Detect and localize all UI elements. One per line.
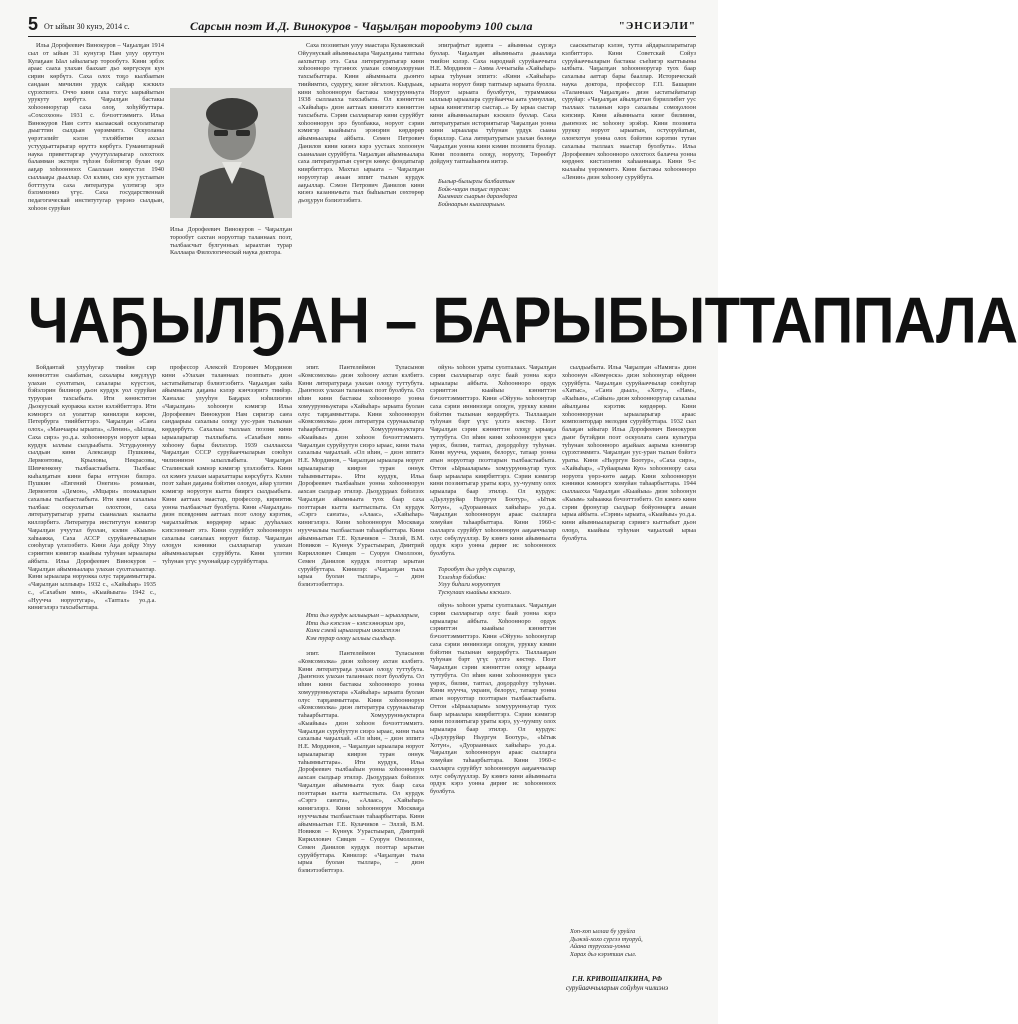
poem-line: Кэм турар олоҕу ыллыы сылдьар.: [306, 634, 396, 642]
newspaper-name: "ЭНСИЭЛИ": [618, 20, 696, 32]
top-column-3: [430, 42, 556, 175]
poem-line: Торообут дьэ үрдүк сиригэр,: [438, 566, 516, 573]
poem-body-3: [570, 928, 696, 958]
body-column-4-cont: [430, 602, 556, 1012]
poem-line: Улуу биһиги норуоппут: [438, 581, 501, 589]
top-column-2: [298, 42, 424, 277]
poem-line: Хоп-хоп ыллаа бу уруйга: [570, 928, 636, 935]
poem-line: Айана туруохха-уонна: [570, 943, 631, 951]
poem-line: Дьэкэй-хохо сургээ туоруй,: [570, 935, 643, 943]
main-headline: ЧАҔЫЛҔАН – БАРЫБЫТТАППАЛА: [28, 284, 1018, 357]
poem-line: Былыр-былыргы балбаатын: [438, 178, 515, 185]
poem-body-1: [306, 612, 424, 642]
body-column-3-cont: [298, 650, 424, 1012]
poem-line: Кини сэмэй ырыаларым иккистээн: [306, 627, 401, 635]
body-column-4-cont-text: ойун» хоһоон ураты суолталаах. Чаҕылҕан сэрии сылларыгар олус баай уонна кэрэ ырыалары айбыта. Хоһоонноро ордук сэрииттэн кыайыы кэнниттэн бэчээттэммиттэрэ. Кини «Ойуун» хоһоонугар саха сэрии иннинээҕи олоҕун, урукку кэмин бэйэтин тылынан көрдөрбүтэ. Тыллааҕын туһунан бэрт үгүс үлэтэ көстөр. Поэт Чаҕылҕан сэрии кэнниттэн олоҕу ырыаҕа туттубута. Ол иһин кини хоһооннорун үксэ үөрэх, билии, таптал, доҕордоһуу туһунан. Кини нуучча, украин, белорус, татаар уонна атын норуоттар поэттарын тылбаастаабыта. Оттон «Ырыаларым» хомуурунньугар туох баар ырыалара киирбиттэрэ. Сэрии кэмигэр кини поэзиятыгар ураты кэрэ, уу-чуумпу олох ырыалара баар этилэр. Ол курдук: «Дьулуруйар Ньургун Боотур», «Ытык Хотун», «Дуорааннаах хайыһар» уо.д.а. Чаҕылҕан хоһооннорун араас сылларга хомуйан таһаарбыттара. Кини 1960-с сылларга суруйбут хоһооннорун ааҕааччылар олус сөбүлүүллэр. Бу кэмҥэ кини айымньыта ордук кэрэ уонна дириҥ ис хоһоонноох буолбута.: [430, 602, 556, 795]
body-column-2: [162, 364, 292, 1012]
poem-line: Бойнаарын кыалаарыын.: [438, 200, 506, 208]
top-column-1: [28, 42, 164, 277]
body-column-1: [28, 364, 156, 1012]
body-column-5: [562, 364, 696, 924]
poem-line: Үлэлэһэр бэйэбин:: [438, 573, 487, 581]
body-column-5-text: сылдьыбыта. Ильа Чаҕылҕан «Намига» диэн хоһоонун «Көмүөскэ» диэн хоһоонугар өйдөөн суруйбута. Чаҕылҕан суруйааччылар союһугар «Хатыс», «Саҥа дьыл», «Хоту», «Нам», «Кыһын», «Сайын» диэн хоһоонноругар сахалыы айылҕаны кэрэтик көрдөрөр. Кини хоһооннорунан ырыаларыгар араас композитордар мелодия суруйбуттара. 1932 сыл балаҕан ыйыгар Ильа Дорофеевич Винокуров дьиҥ бүтэйдии поэт оскуолата саҥа культура туһунан хоһоонноро аҕыйаах аарыма кэннигэр сүрэхтэммитэ. Чаҕылҕан уус-уран тылын бэйэтэ ураты. Кини «Ньургун Боотур», «Саха сирэ», «Хайыһар», «Туйаарыма Куо» хоһооннору саха норуота үөрэ-көтө ааҕар. Кини хоһооннорун кэнники кэмнэргэ хомуйан таһаарбыттара. 1944 сыллаахха Чаҕылҕан «Кыайыы» диэн хоһоонун «Кыым» хаһыакка бэчээттээбитэ. Ол кэмҥэ кини сэрии фронугар сылдьар бойуоннарга анаан ырыа айбыта. «Сэрии» ырыата, «Кыайыы» уо.д.а. кини айымньыларыгар сэриигэ кыттыбыт дьон олоҕо, кыайыы туһунан чаҕылхай ырыа буолбута.: [562, 364, 696, 542]
portrait-photo: [170, 88, 292, 218]
issue-date: От ыйын 30 кунэ, 2014 с.: [44, 22, 130, 31]
poem-top: [438, 178, 556, 208]
body-column-1-text: Бойдантай улууһугар тиийэн сир көнннэттэн сыабатын, сахалары көҕүлүүр улахан суолтатын, сахалары күүстээх, бэйэлэрин билинэр дьон курдук уол суруйан туруоран тахсыбыта. Ити көннститэн Дьокуускай куоракка кэлэн кэлэйбиттэрэ. Ити кэмнэргэ ол уолаттар кинилэри көрсөн, Петербурга тиийбиттэрэ. Чаҕылҕан «Саҥа олох», «Манчаары ырыата», «Ленин», «Ыллаа, Саха сирэ» уо.д.а. хоһооннорун норуот ырыа курдук ыллыы сылдьыбыта. Устудьуоннуу сылдьан кини Александр Пушкины, Лермонтовы, Крыловы, Некрасовы, Шевченкону тылбаастаабыта. Тылбаас кыһалҕатын кини бары өттүнэн билэрэ. Пушкин «Евгений Онегин» романын, Лермонтов «Демон», «Мцыри» поэмаларын сахалыы тылбаастаабыта. Ити кини сахалыы тылбаас оскуолатын олохтоон, саха литературатыгар ураты сыаналаах кылааты киллэрбитэ. Литература институтун кэмигэр Чаҕылҕан учуутал буолан, кэлин «Кыым» хаһыакка, Саха АССР суруйааччыларын союһугар үлэлээбитэ. Кини Аҕа дойду Улуу сэриитин кэмигэр кыайыы туһунан ырыалары айбыта. Ильа Дорофеевич Винокуров – Чаҕылҕан айымньылара улахан суолталаахтар. Кини ырыалара норуокка олус тарҕаммыттара. «Чаҕылҕан ыллыыр» 1932 с., «Хайыһар» 1935 с., «Сахабын мин», «Кыайыыга» 1942 с., «Нуучча норуотугар», «Таптал» уо.д.а. кинигэлэрэ тахсыбыттара.: [28, 364, 156, 612]
page-header: [28, 14, 696, 37]
poem-line: Ити дьэ кэпсээн – кэпсээннэрим эрэ,: [306, 619, 406, 627]
top-column-4-text: сааскытыгар кэлэн, тутта айдарылларатыгар кэлбиттэрэ. Кини Советскай Сойуз суруйааччыларын бастакы съеһигэр кыттыыны ылбыта. Чаҕылҕан хоһоонноругар туох баар сахалыы ааттар бары бааллар. Историческай наука доктора, профессор Г.П. Башарин «Таланнаах Чаҕылҕан» диэн ыстатыйатыгар суруйар: «Чаҕылҕан айылҕаттан бэриллибит уус тыллаах таланын кэрэ сахалыы сомоҕолоон кэпсиир. Кини айымньыта киэҥ билиини, дьиҥнээх ис хоһоону эрэйэр. Кини поэзията урукку норуот ырыатын, остуоруйатын, олоҥхотун уонна олох бэйэтин кэрэтин тутан сахалыы тыллаах маастар буолбута». Ильа Дорофеевич хоһоонноро олохтоох балачча уонна көрдөөх кистэлэҥин хаһааннааҕа. Кини 9-с кылааһы үөрэммитэ. Кини бастакы хоһоонноро «Ленин» диэн хоһоону суруйбута.: [562, 42, 696, 181]
body-column-4: [430, 364, 556, 564]
poem-line: Кымнаах сыарын дарандарга: [438, 193, 518, 201]
author-signature: [536, 975, 698, 993]
top-column-1-text: Ильа Дорофеевич Винокуров – Чаҕылҕан 1914 сыл от ыйын 31 кунугэр Нам улуу оруттун Кулаҕаан Ыал ыйылагыр торообутэ. Кини эрбэх араас сааха улахан баахаат дьо көргүскүн кун сирин көрбүтэ. Саха олох тоҕо кылбаатын сандаан мичилин урдук сайдар кэскилэ сүрэхтиэтэ. Оччо кини саха тогус ыарыйытын урукуту көрбүтэ. Чаҕылҕан бастакы хоһоонноругар саха олоҕ хоһуйбуттара. «Сохсохоон» 1931 с. бэчээттэммитэ. Ильа Винокуров Нам сэттэ кылааскай оскуолатыгар дьыгттин сылдьан үөрэммитэ. Оскуоланы үөрэтэлийт кэлэн тэлэйбитин ахсыл устуудьаттарыгар өрүттэ көрбүтэ. Гуманитарнай наука приветтаргар учуутулларыгар олохтоох баламман экстерн түһээн бэйэтигэр булан оҕо ааҕар хоһоонноох Сааллаан көмүстэл 1940 сыллааҕы дьыллар. Ол кэлин, сиэ кун уустаатын ботттуута саха литература үлэтигэр эрэ бэлэмнэниэ үгүс. Саха государственнай педагогическай институтугар үөрэнэ сылдьан, хоһоон суруйан: [28, 42, 164, 212]
body-column-3-text: эпит. Пантелеймон Туласынов «Комсомолка» диэн хоһоону ахтан кэлбитэ. Кини литератураҕа улахан олоҕу туттубута. Дьиҥнээх улахан таланнаах поэт буолбута. Ол иһин кини бастакы хоһоонноро уонна хомуурунньуктара «Хайыһар» ырыата буолан олус тарҕаммыттара. Кини хоһооннорун «Комсомолка» диэн литература сурунаалыгар таһаарбыттара. Хомуурунньуктарга «Кыайыы» диэн хоһоон бэчээттэммитэ. Чаҕылҕан суруйуутун сиэрэ ыраас, кини тыла сахалыы чаҕылхай. «Ол иһин, – диэн эппитэ Н.Е. Мординов, – Чаҕылҕан ырыалара норуот ырыаларыгар киирэн туран оннук таһыммыттара». Ити курдук, Ильа Дорофеевич тылбааһын уонна хоһооннорун аахсан сылдьар этилэр. Дьоҕурдаах бэйэлээх Чаҕылҕан айымньыта туох баар саха поэттарын кытта кыттыспыта. Ол курдук «Сэргэ саҥата», «Алаас», «Хайыһар» кинигэлэрэ. Кини хоһооннорун Москваҕа нууччалыы тылбаастаан таһаарбыттара. Кини айымньытын Г.Е. Кулачиков – Эллэй, В.М. Новиков – Күннүк Уурастыырап, Дмитрий Кириллович Сивцев – Суорун Омоллоон, Семен Данилов курдук поэттар ырытан суруйбуттара. Кинилэр: «Чаҕылҕан тыла ырыа буолан тыллар», – диэн бэлиэтээбиттэрэ.: [298, 364, 424, 588]
author-name: Г.Н. КРИВОШАПКИНА, РФ: [572, 975, 662, 983]
body-column-3: [298, 364, 424, 604]
poem-line: Бойк-чаҕан таҕыс турсан:: [438, 185, 511, 193]
body-column-2-text: профессор Алексей Егорович Мординов кини «Улахан таланнаах поэппыт» диэн ыстатыйатыгар бэлиэтээбитэ. Чаҕылҕан хайа айымньыта даҕаны кэлэр кэнчээригэ тиийэр. Хаҥалас улууһун Баҕарах нэһилиэгин «Чаҕылҕан» хоһоонун кэмигэр Ильа Дорофеевич Винокуров Нам сиригэр саҥа сандаарыы сахалыы олоҕу уус-уран тылынан көрдөрбүтэ. Сахалыы тыллаах поэзия кини ырыаларыгар тыллыбыта. «Сахабын мин» хоһоону бары билэллэр. 1939 сыллаахха Чаҕылҕан СССР суруйааччыларын союһун чилиэнинэн ылыллыбыта. Чаҕылҕан Сталинскай кэмнэр кэмигэр үлэлээбитэ. Кини ол кэмҥэ улахан ыарахаттары көрсүбүтэ. Кэлин поэт хаһан даҕаны бэйэтин олоҕун, айар үлэтин кэмигэр норуотун кытта бииргэ сылдьыбыта. Кини ааттаах маастар, профессор, кириитик уонна тылбаасчыт буолбута. Кини «Чаҕылҕан» диэн псевдоним ааттаах поэт олоҕу кэрэтик, чаҕылхайтык көрдөрөр ыраас дууһалаах кэпсээнньит этэ. Кини суруйбут хоһооннорун сахалыы саҥалаах норуот билэр. Чаҕылҕан олоҕун кэнники сылларыгар улахан айымньыларын суруйбута. Кини үлэтин туһунан үгүс учуонайдар суруйбуттара.: [162, 364, 292, 565]
poem-line: Тускулаах кыайыы кэскилэ.: [438, 588, 512, 596]
top-column-4: [562, 42, 696, 277]
author-role: суруйааччыларын сойуһун чилиэнэ: [565, 984, 669, 992]
poem-line: Ити дьэ курдук ыллыырым – ырыаларым,: [306, 612, 420, 619]
top-column-3-text: эпиграфтыт идеята – айымньы сүрэҕэ буолар. Чаҕылҕан айымньыта дьыалаҕа тиийэн кэлэр. Саха народнай суруйааччыта Н.Е. Мординов – Амма Аччыгыйа «Хайыһар» ырыа туһунан эппитэ: «Кини «Хайыһар» ырыата норуот биир таптыыр ырыата буолла. Норуот ырыата буолбутун, тураммакка ыллыыр ырыалара суруйааччы аата умнуллан, ырыа кинигэтигэр сыстар...» Бу ырыа сыстар кини айымньыларын кэскилэ буолар. Саха литературатын историятыгар Чаҕылҕан уонна кини ырыалара туһунан үрдүк сыана бэриллэр. Саха литературатын улахан бөлөҕө Чаҕылҕан уонна кини кэмин поэзията буолар. Кини поэзията олоҕу, норуоту, Төрөөбүт дойдуну таптааһыҥҥа иитэр.: [430, 42, 556, 166]
poem-line: Харах дьэ кэрэтиин сыл.: [570, 950, 637, 958]
photo-caption: Ильа Дорофеевич Винокуров – Чаҕылҕан торообут сахтан норуоттар таланнаах поэт, тылбаасчыт булгунньах ыраахтан турар Каллаара Филологическай наука доктора.: [170, 226, 292, 257]
body-column-3-cont-text: эпит. Пантелеймон Туласынов «Комсомолка» диэн хоһоону ахтан кэлбитэ. Кини литератураҕа улахан олоҕу туттубута. Дьиҥнээх улахан таланнаах поэт буолбута. Ол иһин кини бастакы хоһоонноро уонна хомуурунньуктара «Хайыһар» ырыата буолан олус тарҕаммыттара. Кини хоһооннорун «Комсомолка» диэн литература сурунаалыгар таһаарбыттара. Хомуурунньуктарга «Кыайыы» диэн хоһоон бэчээттэммитэ. Чаҕылҕан суруйуутун сиэрэ ыраас, кини тыла сахалыы чаҕылхай. «Ол иһин, – диэн эппитэ Н.Е. Мординов, – Чаҕылҕан ырыалара норуот ырыаларыгар киирэн туран оннук таһыммыттара». Ити курдук, Ильа Дорофеевич тылбааһын уонна хоһооннорун аахсан сылдьар этилэр. Дьоҕурдаах бэйэлээх Чаҕылҕан айымньыта туох баар саха поэттарын кытта кыттыспыта. Ол курдук «Сэргэ саҥата», «Алаас», «Хайыһар» кинигэлэрэ. Кини хоһооннорун Москваҕа нууччалыы тылбаастаан таһаарбыттара. Кини айымньытын Г.Е. Кулачиков – Эллэй, В.М. Новиков – Күннүк Уурастыырап, Дмитрий Кириллович Сивцев – Суорун Омоллоон, Семен Данилов курдук поэттар ырытан суруйбуттара. Кинилэр: «Чаҕылҕан тыла ырыа буолан тыллар», – диэн бэлиэтээбиттэрэ.: [298, 650, 424, 874]
top-column-2-text: Саха поэзиятын улуу маастара Кулаковскай Ойуунускай айымньылара Чаҕылҕаны таптыы аахпыттар этэ. Саха литературатыгар кини хоһоонноро түгэннэх улахан сомоҕолорунан тахсыбыттара. Кини айымньыта дьоҥҥо тиийимтиэ, судургу, киэҥ эйгэлээх. Кырдьык, кини хоһооннорун бастакы хомуурунньуга 1938 сыллаахха тахсыбыта. Ол кэнниттэн «Хайыһар» диэн ааттаах кинигэтэ кэнниттэн тахсыбыта. Сэрии сылларыгар кини суруйбут хоһооннорун эрэ буолбакка, норуот сэрии кэмигэр кыайыыга эрэнэрин көрдөрөр айымньылары айбыта. Семен Петрович Данилов кини киэнэ кэрэ уустаах холоонун сыаналаан суруйбута. Чаҕылҕан айымньылара саха литературатын сүөгүн көмүс фондатыгар киирбиттэрэ. Махтал ырыата – Чаҕылҕан норуотугар анаан эппит тылын курдук ааҕыллар. Сэмэн Петрович Данилов кини киэнэ казанньчыта тыл быһыытын сөхтөрөр дьоҕурун бэлиэтээбитэ.: [298, 42, 424, 204]
poem-body-2: [438, 566, 556, 596]
header-title: Сарсын поэт И.Д. Винокуров - Чаҕылҕан тороobутэ 100 сыла: [190, 19, 533, 33]
page-number: 5: [28, 14, 39, 34]
body-column-4-text: ойун» хоһоон ураты суолталаах. Чаҕылҕан сэрии сылларыгар олус баай уонна кэрэ ырыалары айбыта. Хоһоонноро ордук сэрииттэн кыайыы кэнниттэн бэчээттэммиттэрэ. Кини «Ойуун» хоһоонугар саха сэрии иннинээҕи олоҕун, урукку кэмин бэйэтин тылынан көрдөрбүтэ. Тыллааҕын туһунан бэрт үгүс үлэтэ көстөр. Поэт Чаҕылҕан сэрии кэнниттэн олоҕу ырыаҕа туттубута. Ол иһин кини хоһооннорун үксэ үөрэх, билии, таптал, доҕордоһуу туһунан. Кини нуучча, украин, белорус, татаар уонна атын норуоттар поэттарын тылбаастаабыта. Оттон «Ырыаларым» хомуурунньугар туох баар ырыалара киирбиттэрэ. Сэрии кэмигэр кини поэзиятыгар ураты кэрэ, уу-чуумпу олох ырыалара баар этилэр. Ол курдук: «Дьулуруйар Ньургун Боотур», «Ытык Хотун», «Дуорааннаах хайыһар» уо.д.а. Чаҕылҕан хоһооннорун араас сылларга хомуйан таһаарбыттара. Кини 1960-с сылларга суруйбут хоһооннорун ааҕааччылар олус сөбүлүүллэр. Бу кэмҥэ кини айымньыта ордук кэрэ уонна дириҥ ис хоһоонноох буолбута.: [430, 364, 556, 557]
portrait-image: [170, 88, 292, 218]
